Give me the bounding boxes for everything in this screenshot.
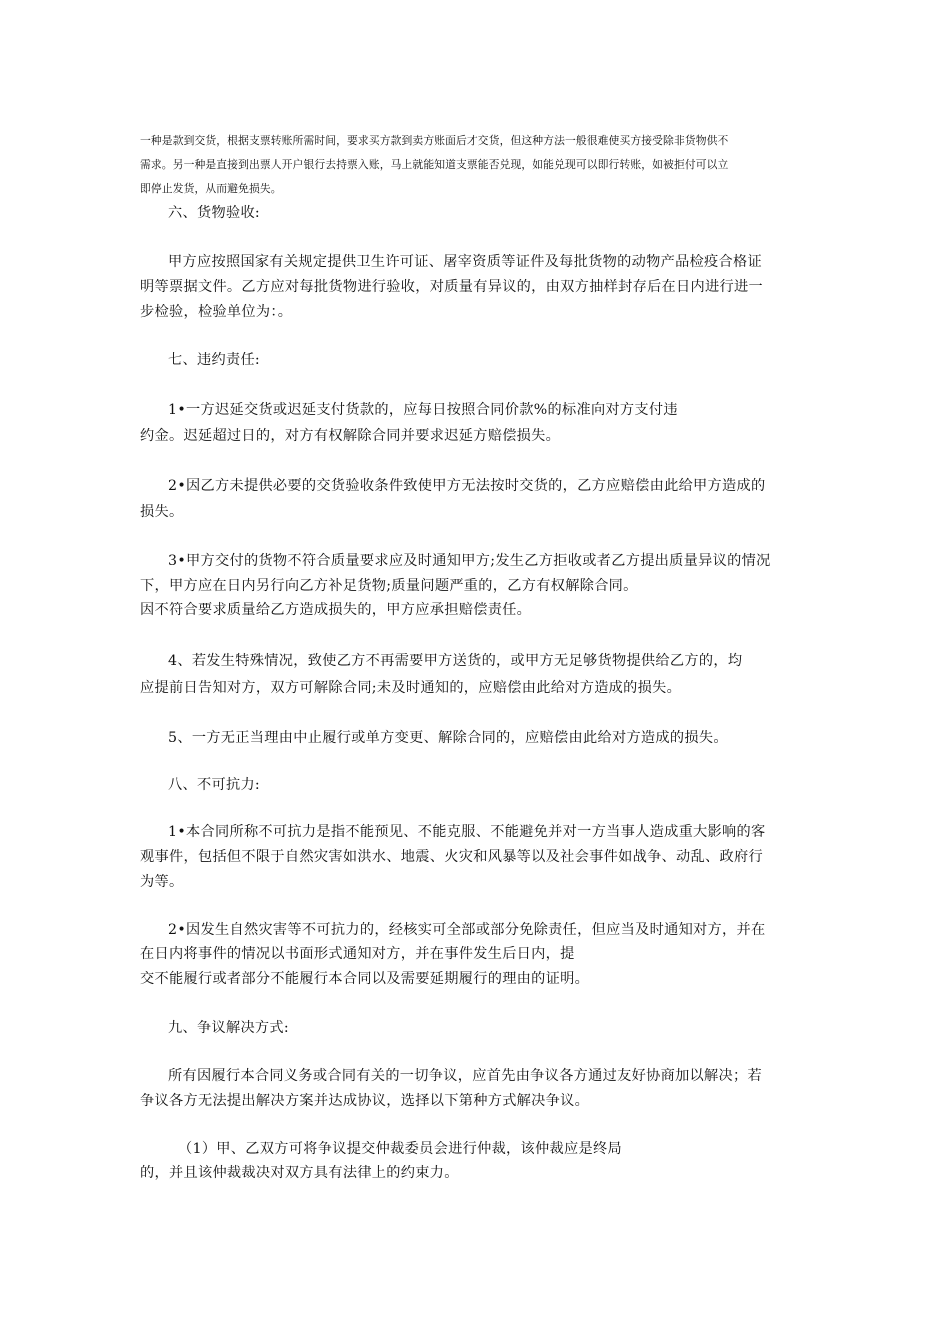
s8-item2-line-1: 2•因发生自然灾害等不可抗力的，经核实可全部或部分免除责任，但应当及时通知对方，并在: [168, 922, 766, 938]
s8-item1-line-2: 观事件，包括但不限于自然灾害如洪水、地震、火灾和风暴等以及社会事件如战争、动乱、政府行: [140, 849, 763, 865]
section-heading-7: 七、违约责任:: [168, 352, 261, 368]
s9-item1-line-1: （1）甲、乙双方可将争议提交仲裁委员会进行仲裁，该仲裁应是终局: [178, 1141, 622, 1157]
s6-p1-line-1: 甲方应按照国家有关规定提供卫生许可证、屠宰资质等证件及每批货物的动物产品检疫合格证: [168, 254, 762, 270]
s9-item1-line-2: 的，并且该仲裁裁决对双方具有法律上的约束力。: [140, 1165, 459, 1181]
s7-item3-line-1: 3•甲方交付的货物不符合质量要求应及时通知甲方;发生乙方拒收或者乙方提出质量异议的情况: [168, 553, 771, 569]
section-heading-9: 九、争议解决方式:: [168, 1020, 289, 1036]
s6-p1-line-2: 明等票据文件。乙方应对每批货物进行验收，对质量有异议的，由双方抽样封存后在日内进行进一: [140, 279, 763, 295]
s7-item2-line-1: 2•因乙方未提供必要的交货验收条件致使甲方无法按时交货的，乙方应赔偿由此给甲方造成的: [168, 478, 766, 494]
s7-item3-line-2: 下，甲方应在日内另行向乙方补足货物;质量问题严重的，乙方有权解除合同。: [140, 578, 638, 594]
intro-line-3: 即停止发货，从而避免损失。: [140, 182, 282, 195]
s6-p1-line-3: 步检验，检验单位为：。: [140, 304, 293, 320]
section-heading-6: 六、货物验收:: [168, 205, 261, 221]
s7-item5-line-1: 5、一方无正当理由中止履行或单方变更、解除合同的，应赔偿由此给对方造成的损失。: [168, 730, 728, 746]
section-heading-8: 八、不可抗力:: [168, 777, 261, 793]
s7-item4-line-1: 4、若发生特殊情况，致使乙方不再需要甲方送货的，或甲方无足够货物提供给乙方的，均: [168, 653, 743, 669]
s7-item4-line-2: 应提前日告知对方，双方可解除合同;未及时通知的，应赔偿由此给对方造成的损失。: [140, 680, 682, 696]
s7-item3-line-3: 因不符合要求质量给乙方造成损失的，甲方应承担赔偿责任。: [140, 602, 532, 618]
s7-item2-line-2: 损失。: [140, 504, 184, 520]
s7-item1-line-2: 约金。迟延超过日的，对方有权解除合同并要求迟延方赔偿损失。: [140, 428, 561, 444]
s8-item1-line-3: 为等。: [140, 874, 184, 890]
intro-line-2: 需求。另一种是直接到出票人开户银行去持票入账，马上就能知道支票能否兑现，如能兑现可以即行转账，如被拒付可以立: [140, 158, 729, 171]
s9-p1-line-2: 争议各方无法提出解决方案并达成协议，选择以下第种方式解决争议。: [140, 1093, 590, 1109]
s8-item2-line-3: 交不能履行或者部分不能履行本合同以及需要延期履行的理由的证明。: [140, 971, 590, 987]
s9-p1-line-1: 所有因履行本合同义务或合同有关的一切争议，应首先由争议各方通过友好协商加以解决；若: [168, 1068, 762, 1084]
s8-item1-line-1: 1•本合同所称不可抗力是指不能预见、不能克服、不能避免并对一方当事人造成重大影响的客: [168, 824, 766, 840]
intro-line-1: 一种是款到交货，根据支票转账所需时间，要求买方款到卖方账面后才交货，但这种方法一般很难使买方接受除非货物供不: [140, 134, 729, 147]
s8-item2-line-2: 在日内将事件的情况以书面形式通知对方，并在事件发生后日内，提: [140, 946, 575, 962]
s7-item1-line-1: 1•一方迟延交货或迟延支付货款的，应每日按照合同价款%的标准向对方支付违: [168, 402, 678, 418]
